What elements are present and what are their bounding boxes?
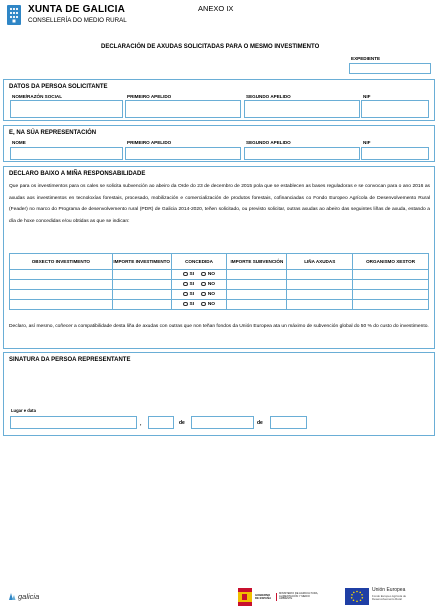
col-importe-subvencion: IMPORTE SUBVENCIÓN	[227, 254, 287, 270]
sinatura-title: SINATURA DA PERSOA REPRESENTANTE	[9, 357, 131, 363]
galicia-brand-icon	[8, 592, 16, 601]
annex-label: ANEXO IX	[198, 4, 234, 13]
eu-title: Unión Europea	[372, 587, 406, 593]
concedida-cell	[171, 300, 227, 310]
rep-nome-label: NOME	[12, 140, 26, 145]
radio-no-label: NO	[207, 281, 216, 287]
radio-si-label: SI	[189, 301, 195, 307]
rep-nif-label: NIF	[363, 140, 371, 145]
primeiro-apelido-field[interactable]	[125, 100, 241, 118]
nome-razon-label: NOME/RAZÓN SOCIAL	[12, 94, 63, 99]
radio-no-circle[interactable]	[201, 282, 206, 287]
form-title: DECLARACIÓN DE AXUDAS SOLICITADAS PARA O MESMO INVESTIMENTO	[101, 44, 320, 50]
importe-investimento-cell[interactable]	[112, 290, 171, 300]
segundo-apelido-field[interactable]	[244, 100, 360, 118]
primeiro-apelido-label: PRIMEIRO APELIDO	[127, 94, 172, 99]
month-field[interactable]	[191, 416, 254, 429]
radio-si[interactable]	[183, 292, 194, 297]
lugar-field[interactable]	[10, 416, 137, 429]
segundo-apelido-label: SEGUNDO APELIDO	[246, 94, 291, 99]
gobierno-espana-logo	[238, 588, 322, 606]
importe-investimento-cell[interactable]	[112, 300, 171, 310]
radio-si[interactable]	[183, 302, 194, 307]
radio-no-label: NO	[207, 271, 216, 277]
radio-si-label: SI	[189, 281, 195, 287]
obxecto-cell[interactable]	[10, 270, 113, 280]
radio-no-label: NO	[207, 291, 216, 297]
concedida-cell	[171, 290, 227, 300]
importe-subvencion-cell[interactable]	[227, 290, 287, 300]
table-row	[10, 280, 429, 290]
solicitante-title: DATOS DA PERSOA SOLICITANTE	[9, 84, 108, 90]
rep-segundo-apelido-label: SEGUNDO APELIDO	[246, 140, 291, 145]
nif-field[interactable]	[361, 100, 429, 118]
organismo-xestor-cell[interactable]	[353, 300, 429, 310]
radio-si-circle[interactable]	[183, 302, 188, 307]
radio-si-circle[interactable]	[183, 272, 188, 277]
obxecto-cell[interactable]	[10, 280, 113, 290]
radio-no-circle[interactable]	[201, 292, 206, 297]
year-field[interactable]	[270, 416, 307, 429]
galicia-logo-text: galicia	[18, 592, 40, 601]
radio-si-circle[interactable]	[183, 292, 188, 297]
dept-name: CONSELLERÍA DO MEDIO RURAL	[28, 17, 127, 24]
rep-nome-field[interactable]	[10, 147, 123, 160]
nome-razon-field[interactable]	[10, 100, 123, 118]
importe-investimento-cell[interactable]	[112, 280, 171, 290]
lina-axudas-cell[interactable]	[287, 300, 353, 310]
radio-si-label: SI	[189, 291, 195, 297]
radio-si-circle[interactable]	[183, 282, 188, 287]
declaracion-title: DECLARO BAIXO A MIÑA RESPONSABILIDADE	[9, 171, 146, 177]
gobierno-text: GOBIERNO DE ESPAÑA	[255, 592, 272, 600]
radio-no-label: NO	[207, 301, 216, 307]
col-lina-axudas: LIÑA AXUDAS	[287, 254, 353, 270]
representacion-title: E, NA SÚA REPRESENTACIÓN	[9, 130, 97, 136]
radio-no[interactable]	[201, 282, 215, 287]
rep-segundo-apelido-field[interactable]	[244, 147, 360, 160]
organismo-xestor-cell[interactable]	[353, 290, 429, 300]
organismo-xestor-cell[interactable]	[353, 270, 429, 280]
radio-no[interactable]	[201, 292, 215, 297]
lugar-data-label: Lugar e data	[11, 408, 36, 413]
importe-investimento-cell[interactable]	[112, 270, 171, 280]
organismo-xestor-cell[interactable]	[353, 280, 429, 290]
col-obxecto-investimento: OBXECTO INVESTIMENTO	[10, 254, 113, 270]
expediente-field[interactable]	[349, 63, 431, 74]
radio-si-label: SI	[189, 271, 195, 277]
obxecto-cell[interactable]	[10, 300, 113, 310]
axudas-table	[9, 253, 429, 310]
eu-text	[372, 588, 420, 601]
rep-nif-field[interactable]	[361, 147, 429, 160]
radio-no[interactable]	[201, 302, 215, 307]
declaracion-outro: Declaro, así mesmo, coñecer a compatibilidade desta liña de axudas con outras que non teñan fondos da Unión Europea ata un máximo de subvención global do 50 % do custo do investimento.	[9, 324, 429, 329]
col-organismo-xestor: ORGANISMO XESTOR	[353, 254, 429, 270]
radio-si[interactable]	[183, 282, 194, 287]
eu-logo	[345, 588, 420, 605]
col-concedida: CONCEDIDA	[171, 254, 227, 270]
radio-si[interactable]	[183, 272, 194, 277]
expediente-label: EXPEDIENTE	[351, 56, 381, 61]
spain-coat-of-arms-icon	[238, 588, 252, 606]
lina-axudas-cell[interactable]	[287, 270, 353, 280]
col-importe-investimento: IMPORTE INVESTIMENTO	[112, 254, 171, 270]
lina-axudas-cell[interactable]	[287, 280, 353, 290]
rep-primeiro-apelido-label: PRIMEIRO APELIDO	[127, 140, 172, 145]
nif-label: NIF	[363, 94, 371, 99]
rep-primeiro-apelido-field[interactable]	[125, 147, 241, 160]
table-row	[10, 270, 429, 280]
table-header-row	[10, 254, 429, 270]
de-separator-2: de	[257, 420, 263, 426]
eu-flag-icon	[345, 588, 369, 605]
importe-subvencion-cell[interactable]	[227, 280, 287, 290]
radio-no-circle[interactable]	[201, 272, 206, 277]
xunta-emblem-icon	[6, 4, 22, 26]
day-field[interactable]	[148, 416, 174, 429]
obxecto-cell[interactable]	[10, 290, 113, 300]
org-name: XUNTA DE GALICIA	[28, 4, 126, 15]
importe-subvencion-cell[interactable]	[227, 270, 287, 280]
concedida-cell	[171, 270, 227, 280]
radio-no-circle[interactable]	[201, 302, 206, 307]
table-row	[10, 300, 429, 310]
ministerio-text: MINISTERIO DE AGRICULTURA, ALIMENTACIÓN Y MEDIO AMBIENTE	[276, 593, 322, 602]
declaracion-intro: Que para os investimentos para os cales se solicita subvención ao abeiro da Orde do 23 de decembro de 2015 pola que se establecen as bases reguladoras e se convocan para o ano 2016 as axudas aos investimentos en tecnoloxías forestais, procesado, mobilización e comercialización de produtos forestais, cofinanciadas co Fondo Europeo Agrícola de Desenvolvemento Rural (Feader) no marco do Programa de desenvolvemento rural (PDR) de Galicia 2014-2020, teñen solicitado, ou previsto solicitar, outras axudas ao abeiro das seguintes liñas de axuda, estando a día de hoxe concedidas e/ou obtidas as que se indican:	[9, 184, 430, 224]
galicia-logo	[8, 592, 39, 601]
de-separator-1: de	[179, 420, 185, 426]
comma-separator: ,	[140, 421, 142, 427]
radio-no[interactable]	[201, 272, 215, 277]
eu-subtitle: Fondo Europeo Agrícola de Desenvolvemento Rural	[372, 594, 407, 602]
lina-axudas-cell[interactable]	[287, 290, 353, 300]
importe-subvencion-cell[interactable]	[227, 300, 287, 310]
concedida-cell	[171, 280, 227, 290]
table-row	[10, 290, 429, 300]
xunta-logo	[6, 4, 22, 26]
